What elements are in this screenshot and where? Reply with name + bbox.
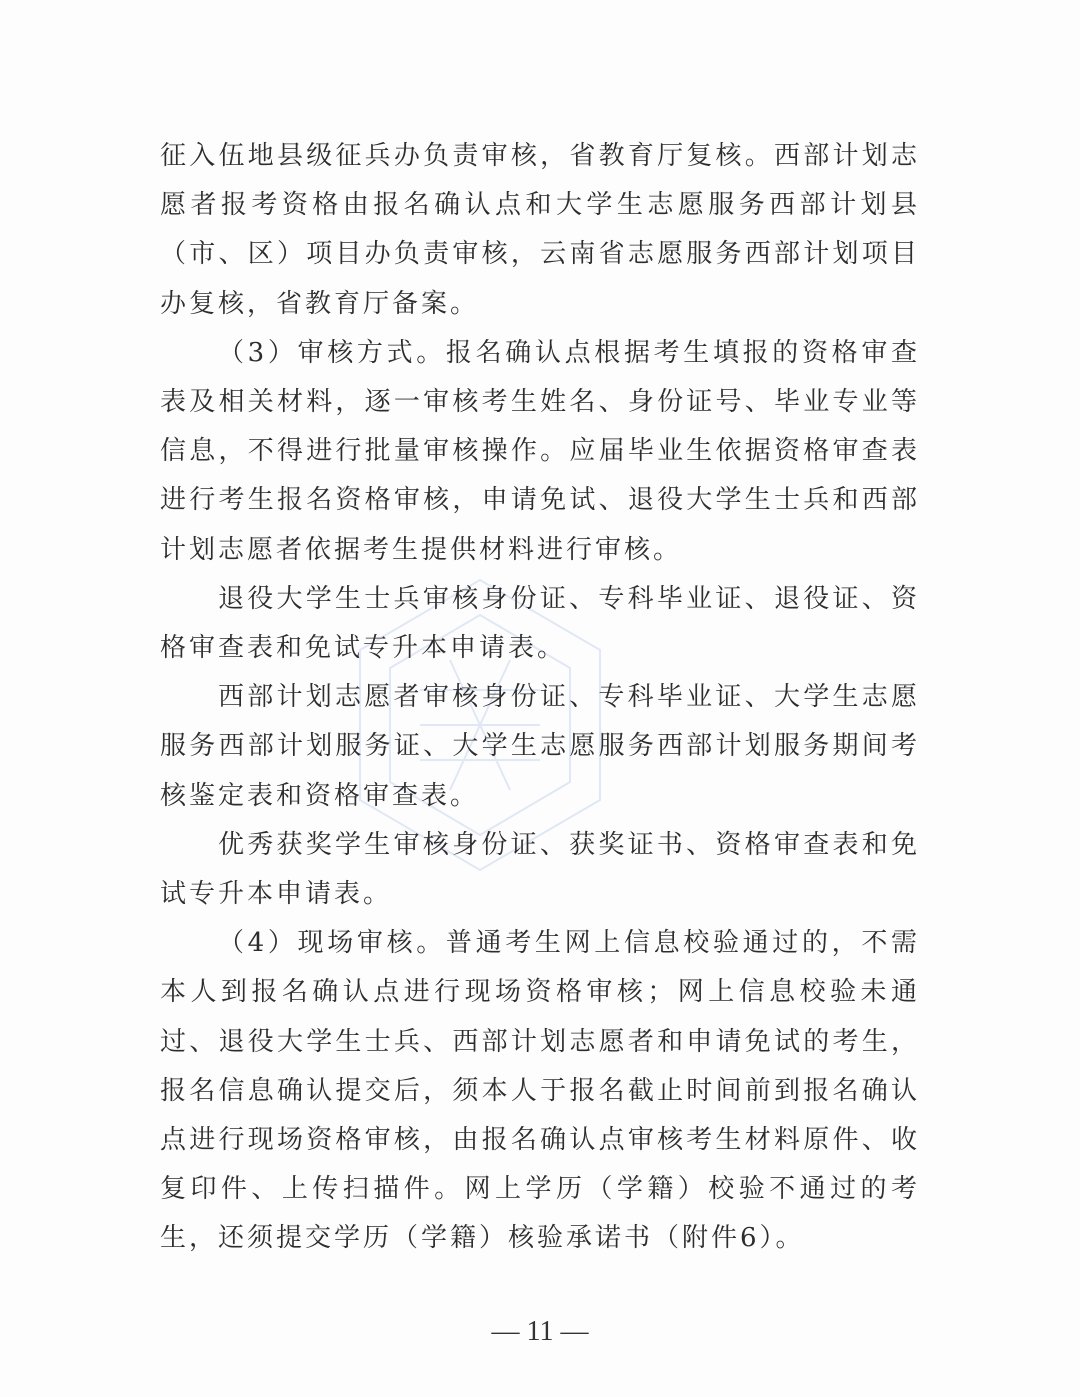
paragraph-2: （3）审核方式。报名确认点根据考生填报的资格审查表及相关材料，逐一审核考生姓名、身份证号、毕业专业等信息，不得进行批量审核操作。应届毕业生依据资格审查表进行考生报名资格审核，申请免试、退役大学生士兵和西部计划志愿者依据考生提供材料进行审核。 [160,337,920,565]
paragraph-4: 西部计划志愿者审核身份证、专科毕业证、大学生志愿服务西部计划服务证、大学生志愿服务西部计划服务期间考核鉴定表和资格审查表。 [160,682,920,811]
paragraph-6: （4）现场审核。普通考生网上信息校验通过的，不需本人到报名确认点进行现场资格审核；网上信息校验未通过、退役大学生士兵、西部计划志愿者和申请免试的考生，报名信息确认提交后，须本人于报名截止时间前到报名确认点进行现场资格审核，由报名确认点审核考生材料原件、收复印件、上传扫描件。网上学历（学籍）校验不通过的考生，还须提交学历（学籍）核验承诺书（附件6）。 [160,928,920,1254]
document-body [160,132,920,1264]
paragraph-3: 退役大学生士兵审核身份证、专科毕业证、退役证、资格审查表和免试专升本申请表。 [160,583,920,664]
paragraph-5: 优秀获奖学生审核身份证、获奖证书、资格审查表和免试专升本申请表。 [160,829,920,910]
paragraph-1: 征入伍地县级征兵办负责审核，省教育厅复核。西部计划志愿者报考资格由报名确认点和大学生志愿服务西部计划县（市、区）项目办负责审核，云南省志愿服务西部计划项目办复核，省教育厅备案。 [160,141,920,319]
page-number: — 11 — [491,1316,589,1347]
